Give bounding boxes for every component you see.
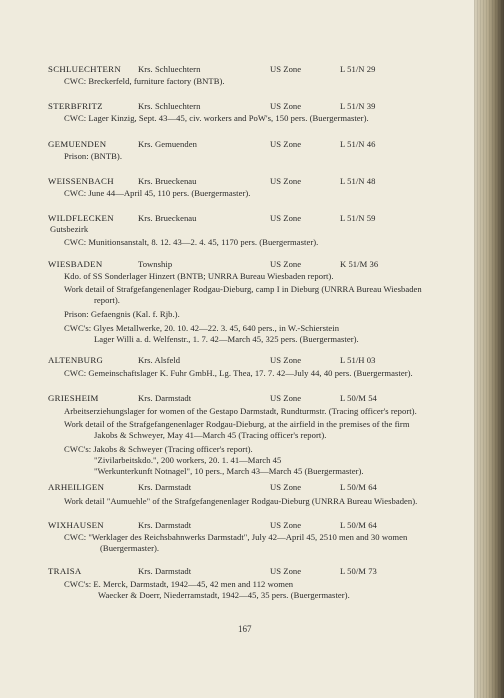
entry-district: Krs. Darmstadt	[138, 393, 192, 403]
entry-zone: US Zone	[270, 213, 302, 223]
entry-zone: US Zone	[270, 259, 302, 269]
entry-detail: (Buergermaster).	[100, 543, 160, 553]
entry-zone: US Zone	[270, 520, 302, 530]
entry-zone: US Zone	[270, 139, 302, 149]
entry-detail: CWC: Munitionsanstalt, 8. 12. 43—2. 4. 45, 1170 pers. (Buergermaster).	[64, 237, 319, 247]
entry-ref: K 51/M 36	[340, 259, 379, 269]
entry-ref: L 50/M 64	[340, 520, 377, 530]
entry-district: Krs. Brueckenau	[138, 213, 197, 223]
entry-ref: L 51/N 48	[340, 176, 376, 186]
page-number: 167	[238, 624, 252, 634]
entry-district: Krs. Brueckenau	[138, 176, 197, 186]
entry-detail: Jakobs & Schweyer, May 41—March 45 (Tracing officer's report).	[94, 430, 327, 440]
entry-detail: Prison: Gefaengnis (Kal. f. Rjb.).	[64, 309, 180, 319]
entry-district: Krs. Alsfeld	[138, 355, 181, 365]
entry-detail: Waecker & Doerr, Niederramstadt, 1942—45, 35 pers. (Buergermaster).	[98, 590, 350, 600]
entry-ref: L 51/N 46	[340, 139, 376, 149]
entry-ref: L 50/M 64	[340, 482, 377, 492]
entry-place: GEMUENDEN	[48, 139, 107, 149]
entry-place: WIESBADEN	[48, 259, 103, 269]
entry-district: Krs. Gemuenden	[138, 139, 197, 149]
entry-ref: L 50/M 73	[340, 566, 377, 576]
entry-district: Krs. Schluechtern	[138, 101, 201, 111]
entry-district: Krs. Darmstadt	[138, 482, 192, 492]
entry-zone: US Zone	[270, 176, 302, 186]
entry-detail: Lager Willi a. d. Welfenstr., 1. 7. 42—March 45, 325 pers. (Buergermaster).	[94, 334, 359, 344]
entry-detail: CWC: Breckerfeld, furniture factory (BNTB).	[64, 76, 225, 86]
entry-district: Township	[138, 259, 173, 269]
book-edge	[474, 0, 504, 698]
entry-detail: CWC's: Jakobs & Schweyer (Tracing officer's report).	[64, 444, 253, 454]
entry-detail: Work detail of the Strafgefangenenlager Rodgau-Dieburg, at the airfield in the premises of the firm	[64, 419, 410, 429]
entry-ref: L 51/N 39	[340, 101, 376, 111]
entry-ref: L 51/H 03	[340, 355, 376, 365]
entry-place: ALTENBURG	[48, 355, 104, 365]
entry-place: STERBFRITZ	[48, 101, 103, 111]
entry-detail: Kdo. of SS Sonderlager Hinzert (BNTB; UNRRA Bureau Wiesbaden report).	[64, 271, 334, 281]
entry-detail: Work detail "Aumuehle" of the Strafgefangenenlager Rodgau-Dieburg (UNRRA Bureau Wiesbaden).	[64, 496, 418, 506]
entry-zone: US Zone	[270, 355, 302, 365]
entry-detail: report).	[94, 295, 120, 305]
entry-place: GRIESHEIM	[48, 393, 99, 403]
entry-detail: Arbeitserziehungslager for women of the Gestapo Darmstadt, Rundturmstr. (Tracing officer's report).	[64, 406, 417, 416]
entry-place: WEISSENBACH	[48, 176, 114, 186]
entry-place-sub: Gutsbezirk	[50, 224, 89, 234]
entry-detail: CWC's: E. Merck, Darmstadt, 1942—45, 42 men and 112 women	[64, 579, 294, 589]
entry-place: WIXHAUSEN	[48, 520, 104, 530]
entry-detail: "Zivilarbeitskdo.", 200 workers, 20. 1. 41—March 45	[94, 455, 282, 465]
entry-place: SCHLUECHTERN	[48, 64, 121, 74]
entry-detail: Prison: (BNTB).	[64, 151, 123, 161]
entry-ref: L 51/N 29	[340, 64, 376, 74]
entry-detail: "Werkunterkunft Notnagel", 10 pers., March 43—March 45 (Buergermaster).	[94, 466, 364, 476]
entry-district: Krs. Darmstadt	[138, 520, 192, 530]
entry-zone: US Zone	[270, 101, 302, 111]
entry-place: WILDFLECKEN	[48, 213, 114, 223]
entry-detail: Work detail of Strafgefangenenlager Rodgau-Dieburg, camp I in Dieburg (UNRRA Bureau Wiesbaden	[64, 284, 422, 294]
entry-place: ARHEILIGEN	[48, 482, 105, 492]
entry-detail: CWC: Gemeinschaftslager K. Fuhr GmbH., Lg. Thea, 17. 7. 42—July 44, 40 pers. (Buergermaster).	[64, 368, 413, 378]
entry-zone: US Zone	[270, 566, 302, 576]
entry-district: Krs. Schluechtern	[138, 64, 201, 74]
entry-place: TRAISA	[48, 566, 82, 576]
entry-district: Krs. Darmstadt	[138, 566, 192, 576]
entry-ref: L 50/M 54	[340, 393, 377, 403]
entry-detail: CWC's: Glyes Metallwerke, 20. 10. 42—22. 3. 45, 640 pers., in W.-Schierstein	[64, 323, 340, 333]
entry-zone: US Zone	[270, 64, 302, 74]
entry-zone: US Zone	[270, 482, 302, 492]
entry-ref: L 51/N 59	[340, 213, 376, 223]
entry-detail: CWC: Lager Kinzig, Sept. 43—45, civ. workers and PoW's, 150 pers. (Buergermaster).	[64, 113, 369, 123]
entry-detail: CWC: June 44—April 45, 110 pers. (Buergermaster).	[64, 188, 251, 198]
entry-detail: CWC: "Werklager des Reichsbahnwerks Darmstadt", July 42—April 45, 2510 men and 30 women	[64, 532, 408, 542]
entry-zone: US Zone	[270, 393, 302, 403]
